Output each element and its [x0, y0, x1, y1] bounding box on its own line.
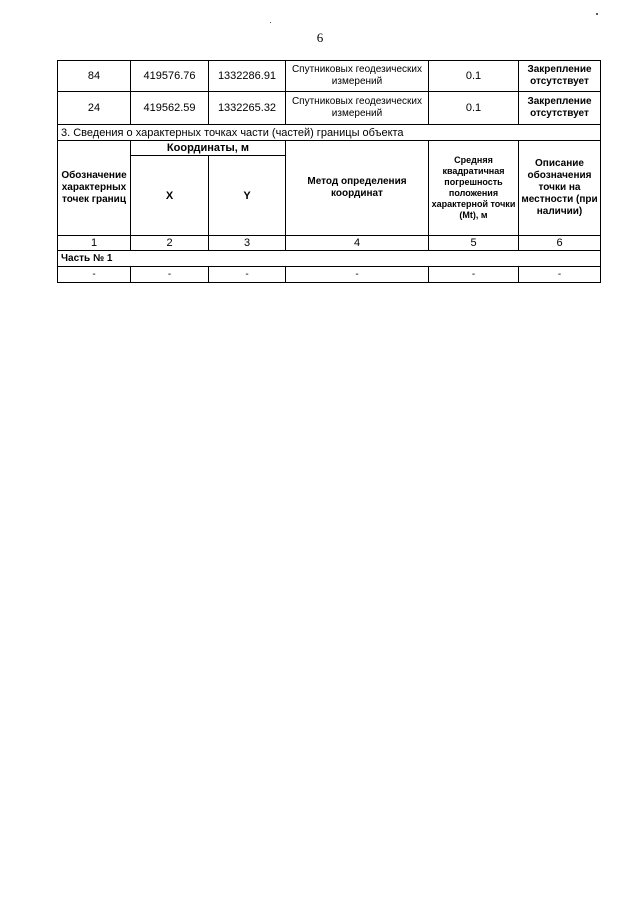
scan-speck: [596, 13, 598, 15]
column-number: 3: [209, 236, 286, 251]
part-label: Часть № 1: [58, 251, 601, 267]
mt-cell: 0.1: [429, 61, 519, 92]
point-cell: 84: [58, 61, 131, 92]
empty-cell: -: [209, 267, 286, 283]
method-cell: Спутниковых геодезических измерений: [286, 92, 429, 125]
column-number: 6: [519, 236, 601, 251]
header-designation: Обозначение характерных точек границ: [58, 141, 131, 236]
page-number: 6: [316, 30, 324, 45]
header-y: Y: [209, 156, 286, 236]
section-title: 3. Сведения о характерных точках части (частей) границы объекта: [58, 125, 601, 141]
header-x: X: [131, 156, 209, 236]
header-row: [58, 141, 601, 156]
section-title-row: [58, 125, 601, 141]
column-number-row: [58, 236, 601, 251]
empty-cell: -: [58, 267, 131, 283]
y-cell: 1332265.32: [209, 92, 286, 125]
column-number: 4: [286, 236, 429, 251]
mt-cell: 0.1: [429, 92, 519, 125]
part-row: [58, 251, 601, 267]
column-number: 5: [429, 236, 519, 251]
empty-cell: -: [286, 267, 429, 283]
method-cell: Спутниковых геодезических измерений: [286, 61, 429, 92]
coordinates-table: [57, 60, 601, 283]
table-row: [58, 267, 601, 283]
header-mt: Средняя квадратичная погрешность положения характерной точки (Mt), м: [429, 141, 519, 236]
column-number: 1: [58, 236, 131, 251]
y-cell: 1332286.91: [209, 61, 286, 92]
empty-cell: -: [519, 267, 601, 283]
header-coordinates: Координаты, м: [131, 141, 286, 156]
column-number: 2: [131, 236, 209, 251]
x-cell: 419562.59: [131, 92, 209, 125]
description-cell: Закрепление отсутствует: [519, 92, 601, 125]
x-cell: 419576.76: [131, 61, 209, 92]
table-row: [58, 61, 601, 92]
scan-speck: [270, 22, 271, 23]
point-cell: 24: [58, 92, 131, 125]
empty-cell: -: [131, 267, 209, 283]
header-method: Метод определения координат: [286, 141, 429, 236]
description-cell: Закрепление отсутствует: [519, 61, 601, 92]
empty-cell: -: [429, 267, 519, 283]
header-description: Описание обозначения точки на местности (при наличии): [519, 141, 601, 236]
table-row: [58, 92, 601, 125]
